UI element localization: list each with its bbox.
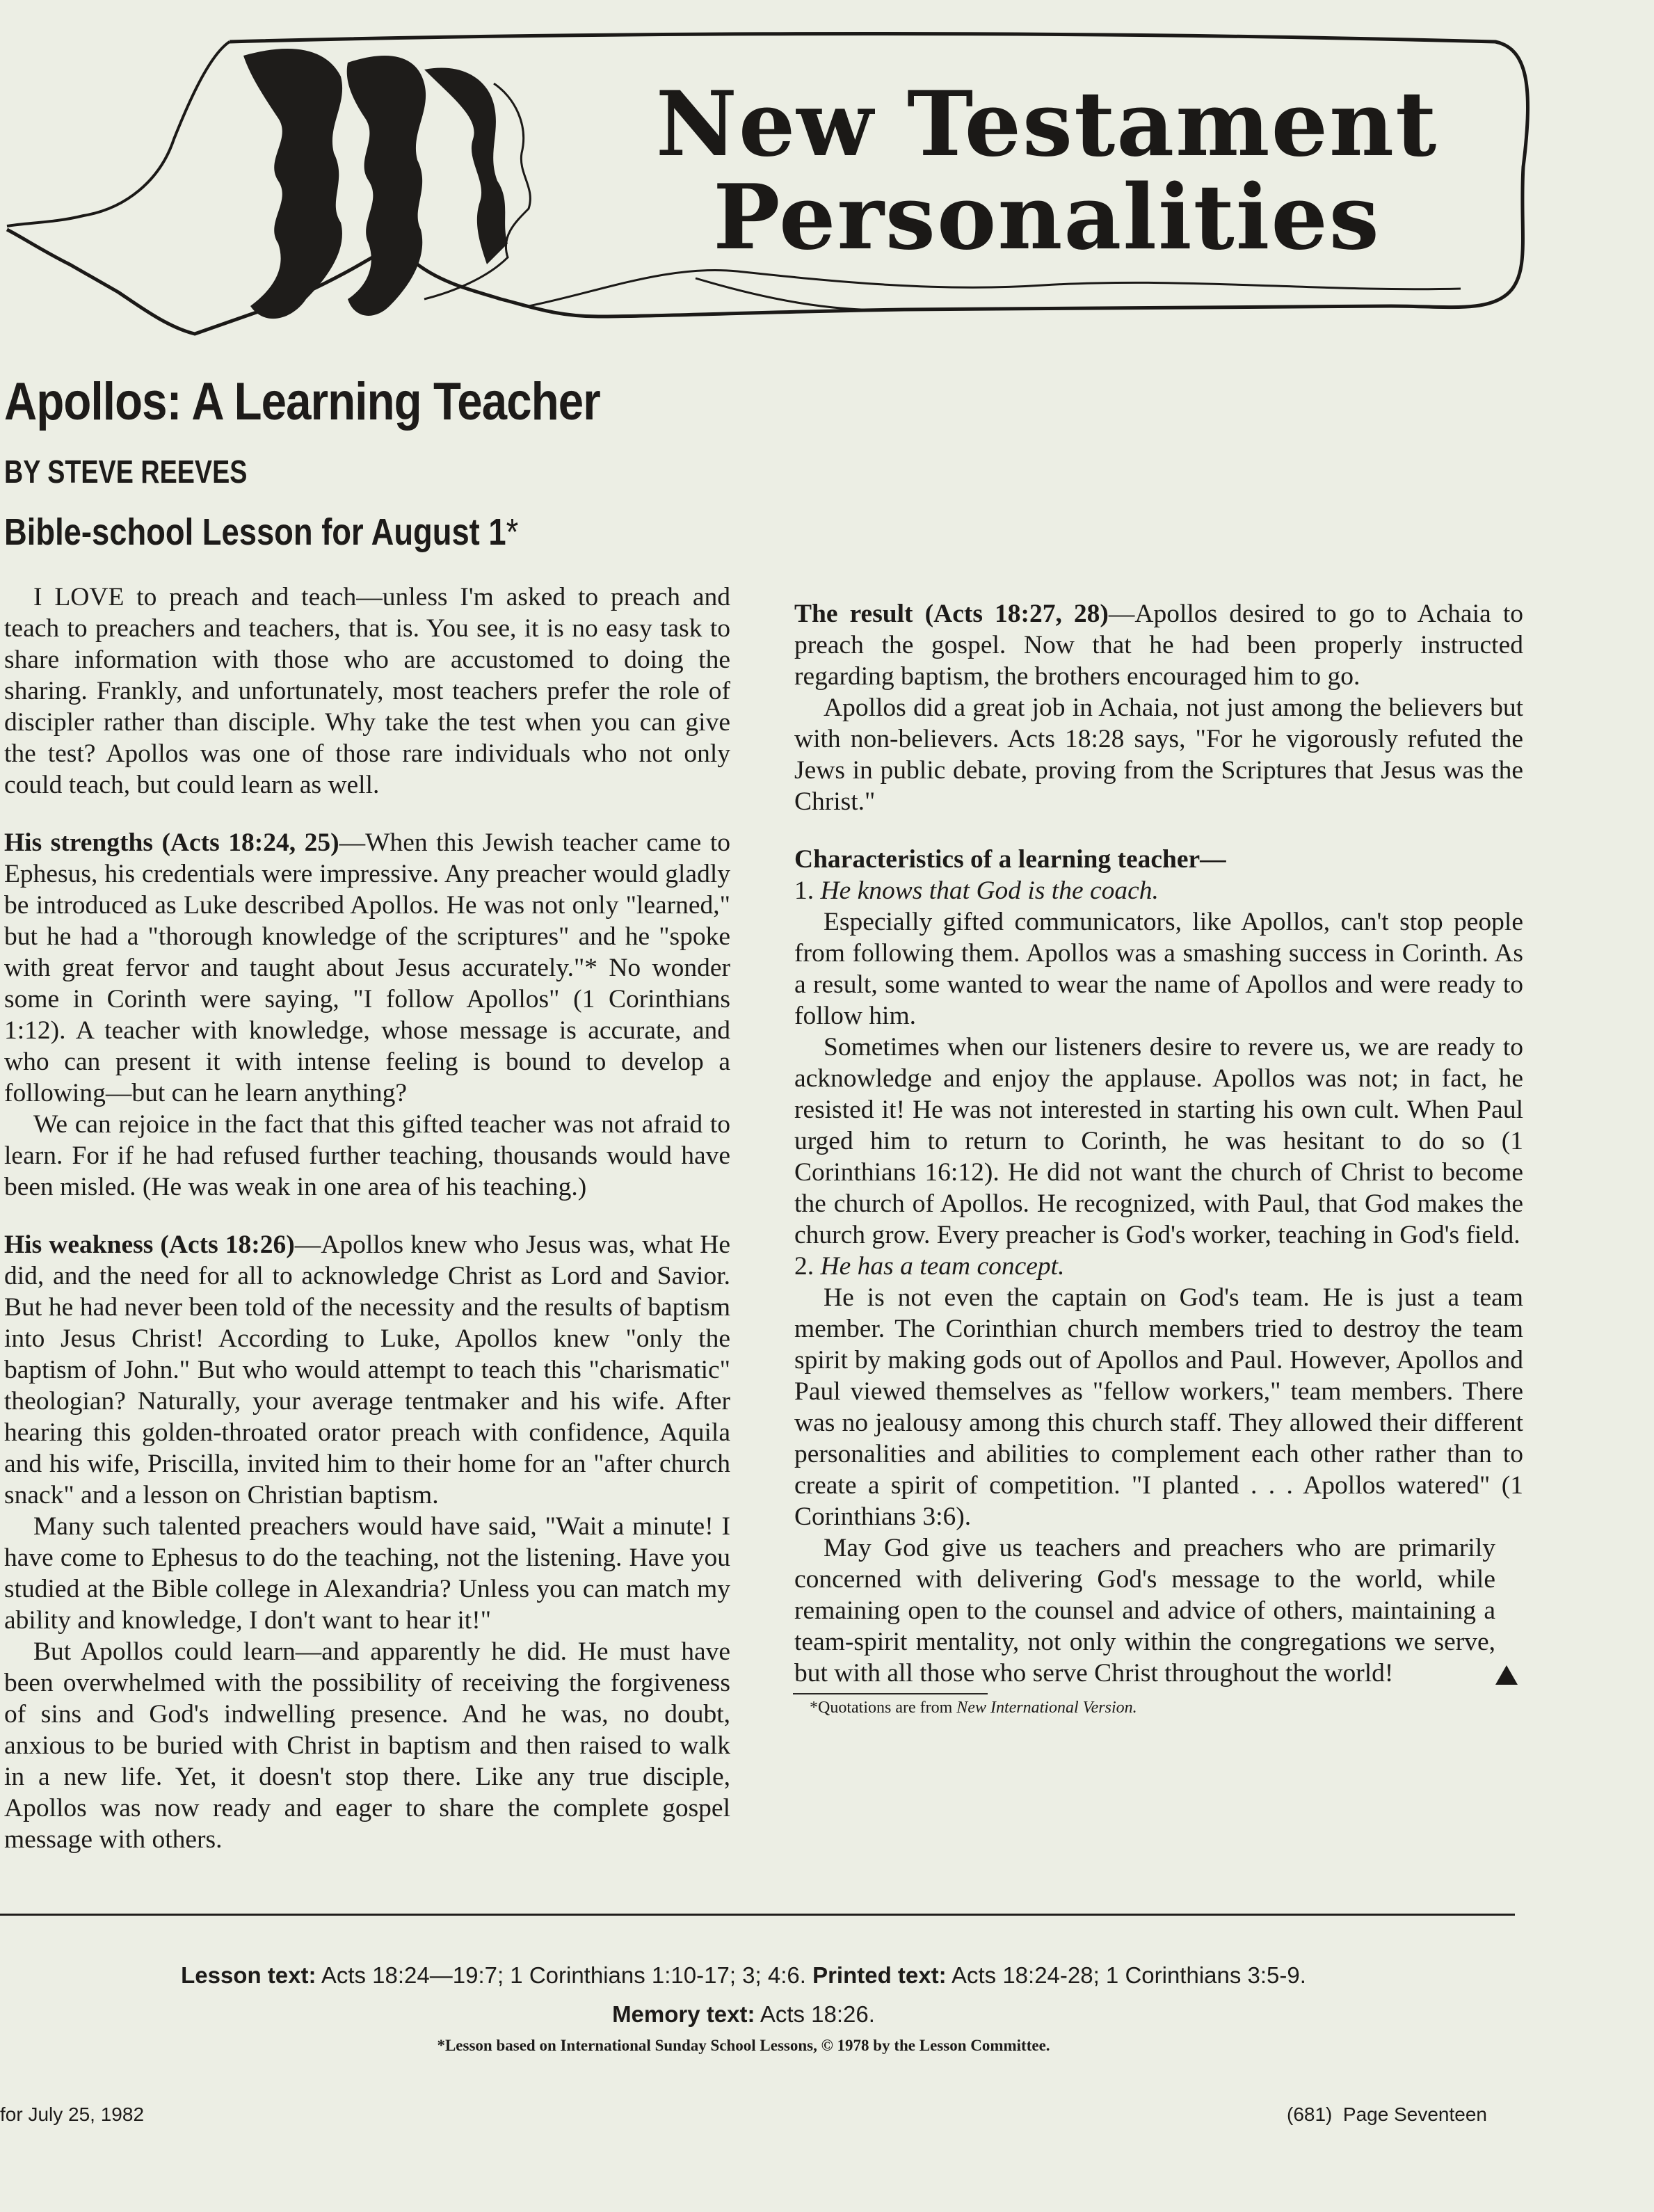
intro-paragraph: I LOVE to preach and teach—unless I'm asked to preach and teach to preachers and teachers, that is. You see, it is no easy task to share information with those who are accustomed to doing the sharing. Frankly, and unfortunately, most teachers prefer the role of discipler rather than disciple. Why take the test when you can give the test? Apollos was one of those rare individuals who not only could teach, but could learn as well.: [4, 583, 730, 799]
weakness-paragraph-2: Many such talented preachers would have said, "Wait a minute! I have come to Ephesus to do the teaching, not the listening. Have you studied at the Bible college in Alexandria? Unless you can match my ability and knowledge, I don't want to hear it!": [4, 1512, 730, 1635]
lesson-references-line2: Memory text: Acts 18:26.: [612, 2001, 875, 2027]
point-2-paragraph-2: May God give us teachers and preachers who are primarily concerned with delivering God's message to the world, while remaining open to the counsel and advice of others, maintaining a team-spirit mentality, not only within the congregations we serve, but with all those who serve Christ throughout the world!: [794, 1534, 1495, 1688]
lesson-label: Bible-school Lesson for August 1: [4, 511, 506, 553]
issue-date: for July 25, 1982: [0, 2103, 145, 2125]
strengths-paragraph: [4, 827, 730, 1109]
lesson-asterisk: *: [506, 511, 519, 553]
page-number: (681) Page Seventeen: [1287, 2103, 1487, 2125]
weakness-text: —Apollos knew who Jesus was, what He did, and the need for all to acknowledge Christ as Lord and Savior. But he had never been told of the necessity and the results of baptism into Jesus Christ! According to Luke, Apollos knew "only the baptism of John." But who would attempt to teach this "charismatic" theologian? Naturally, your average tentmaker and his wife. After hearing this golden-throated orator preach with confidence, Aquila and his wife, Priscilla, invited him to their home for an "after church snack" and a lesson on Christian baptism.: [4, 1231, 730, 1509]
copyright-note: *Lesson based on International Sunday School Lessons, © 1978 by the Lesson Committee.: [437, 2037, 1050, 2054]
result-paragraph-2: Apollos did a great job in Achaia, not just among the believers but with non-believers. Acts 18:28 says, "For he vigorously refuted the Jews in public debate, proving from the Scriptures that Jesus was the Christ.": [794, 694, 1523, 816]
left-column: [4, 369, 730, 1855]
characteristics-heading: Characteristics of a learning teacher—: [794, 845, 1226, 874]
weakness-paragraph: [4, 1229, 730, 1511]
lesson-references-line1: Lesson text: Acts 18:24—19:7; 1 Corinthians 1:10-17; 3; 4:6. Printed text: Acts 18:24-28; 1 Corinthians 3:5-9.: [181, 1962, 1306, 1988]
banner-title-line1: New Testament: [655, 72, 1438, 177]
point-2-title: He has a team concept.: [820, 1252, 1065, 1281]
strengths-text: —When this Jewish teacher came to Ephesus, his credentials were impressive. Any preacher would gladly be introduced as Luke described Apollos. He was not only "learned," but he had a "thorough knowledge of the scriptures" and he "spoke with great fervor and taught about Jesus accurately."* No wonder some in Corinth were saying, "I follow Apollos" (1 Corinthians 1:12). A teacher with knowledge, whose message is accurate, and who can present it with intense feeling is bound to develop a following—but can he learn anything?: [4, 828, 730, 1107]
bottom-rule: [0, 1914, 1515, 1916]
end-mark-icon: [1495, 1665, 1518, 1685]
point-1-paragraph-2: Sometimes when our listeners desire to revere us, we are ready to acknowledge and enjoy the applause. Apollos was not; in fact, he resisted it! He was not interested in starting his own cult. When Paul urged him to return to Corinth, he was hesitant to do so (1 Corinthians 16:12). He did not want the church of Christ to become the church of Apollos. He recognized, with Paul, that God makes the church grow. Every preacher is God's worker, teaching in God's field.: [794, 1033, 1523, 1249]
byline: BY STEVE REEVES: [4, 454, 248, 490]
right-column: [794, 369, 1523, 1720]
left-body: [4, 582, 730, 1855]
point-1-heading: 1. He knows that God is the coach.: [794, 876, 1159, 905]
strengths-heading: His strengths (Acts 18:24, 25): [4, 828, 339, 857]
banner-title-line2: Personalities: [713, 166, 1381, 270]
article-headline: Apollos: A Learning Teacher: [4, 372, 600, 431]
result-text: —Apollos desired to go to Achaia to preach the gospel. Now that he had been properly instructed regarding baptism, the brothers encouraged him to go.: [794, 600, 1523, 691]
banner-title: [612, 72, 1482, 270]
lesson-references: [0, 1956, 1571, 2034]
point-1-paragraph: Especially gifted communicators, like Apollos, can't stop people from following them. Apollos was a smashing success in Corinth. As a result, some wanted to wear the name of Apollos and were ready to follow him.: [794, 908, 1523, 1030]
point-1-title: He knows that God is the coach.: [820, 876, 1159, 905]
point-2-paragraph: He is not even the captain on God's team. He is just a team member. The Corinthian church members tried to destroy the team spirit by making gods out of Apollos and Paul. However, Apollos and Paul viewed themselves as "fellow workers," team members. There was no jealousy among this church staff. They allowed their different personalities and abilities to complement each other rather than to create a spirit of competition. "I planted . . . Apollos watered" (1 Corinthians 3:6).: [794, 1283, 1523, 1531]
strengths-paragraph-2: We can rejoice in the fact that this gifted teacher was not afraid to learn. For if he had refused further teaching, thousands would have been misled. (He was weak in one area of his teaching.): [4, 1110, 730, 1201]
footnote: *Quotations are from New International Version.: [810, 1699, 1137, 1717]
lesson-date-line: [4, 508, 614, 556]
weakness-paragraph-3: But Apollos could learn—and apparently he did. He must have been overwhelmed with the possibility of receiving the forgiveness of sins and God's indwelling presence. And he was, no doubt, anxious to be buried with Christ in baptism and then raised to walk in a new life. Yet, it doesn't stop there. Like any true disciple, Apollos was now ready and eager to share the complete gospel message with others.: [4, 1637, 730, 1854]
footnote-source: New International Version.: [956, 1699, 1137, 1717]
weakness-heading: His weakness (Acts 18:26): [4, 1231, 295, 1259]
result-paragraph: [794, 598, 1523, 692]
point-2-heading: 2. He has a team concept.: [794, 1252, 1065, 1281]
result-heading: The result (Acts 18:27, 28): [794, 600, 1109, 628]
footnote-rule: [793, 1693, 988, 1694]
header-banner: [0, 0, 1654, 376]
closing-row: [794, 1532, 1523, 1689]
